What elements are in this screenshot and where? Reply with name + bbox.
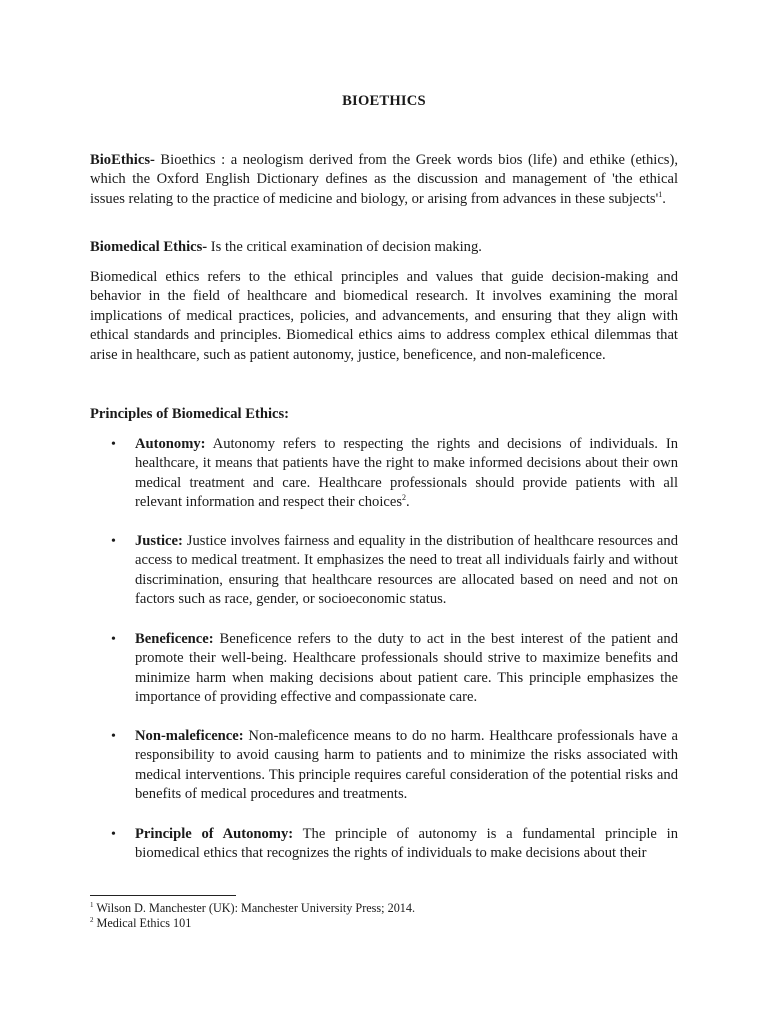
footnote-1 <box>90 901 415 916</box>
principle-item-non-maleficence <box>111 727 678 805</box>
document-page <box>90 0 678 1024</box>
principle-item-justice <box>111 532 678 610</box>
footnote-text: Wilson D. Manchester (UK): Manchester University Press; 2014. <box>93 901 416 915</box>
sentence-end: . <box>406 494 410 511</box>
bullet-icon: • <box>111 632 116 647</box>
biomedical-ethics-text: Is the critical examination of decision making. <box>207 239 482 255</box>
principle-term: Beneficence: <box>135 631 214 647</box>
footnote-divider <box>90 895 236 896</box>
biomedical-ethics-definition <box>90 238 678 257</box>
bullet-icon: • <box>111 827 116 842</box>
principle-text: The principle of autonomy is a fundamental principle in biomedical ethics that recognizes the rights of individuals to make decisions about their <box>135 826 678 862</box>
bioethics-text: Bioethics : a neologism derived from the Greek words bios (life) and ethike (ethics), which the Oxford English Dictionary defines as the discussion and management of 'the ethical issues relating to the practice of medicine and biology, or arising from advances in these subjects' <box>90 152 678 207</box>
sentence-end: . <box>662 190 666 207</box>
principle-item-beneficence <box>111 630 678 708</box>
bullet-icon: • <box>111 534 116 549</box>
principle-term: Autonomy: <box>135 436 206 452</box>
footnote-ref-2[interactable]: 2 <box>402 493 407 503</box>
principle-term: Non-maleficence: <box>135 728 244 744</box>
principle-text: Justice involves fairness and equality in the distribution of healthcare resources and access to medical treatment. It emphasizes the need to treat all individuals fairly and without discrimination, ensuring that healthcare resources are allocated based on need and not on factors such as race, gender, or socioeconomic status. <box>135 533 678 608</box>
principle-item-autonomy <box>111 435 678 513</box>
footnote-2 <box>90 916 191 931</box>
footnote-number: 1 <box>90 900 94 909</box>
footnote-number: 2 <box>90 915 94 924</box>
principle-text: Autonomy refers to respecting the rights and decisions of individuals. In healthcare, it means that patients have the right to make informed decisions about their own medical treatment and care. Healthcare professionals should provide patients with all relevant information and respect their choices <box>135 436 678 511</box>
principles-heading: Principles of Biomedical Ethics: <box>90 406 290 422</box>
bioethics-definition <box>90 151 678 209</box>
bullet-icon: • <box>111 437 116 452</box>
bullet-icon: • <box>111 729 116 744</box>
principle-text: Non-maleficence means to do no harm. Healthcare professionals have a responsibility to avoid causing harm to patients and to minimize the risks associated with medical interventions. This principle requires careful consideration of the potential risks and benefits of medical procedures and treatments. <box>135 728 678 803</box>
footnote-text: Medical Ethics 101 <box>93 916 192 930</box>
bioethics-term: BioEthics- <box>90 152 155 168</box>
document-title: BIOETHICS <box>342 93 426 109</box>
principle-term: Principle of Autonomy: <box>135 826 294 842</box>
principle-text: Beneficence refers to the duty to act in the best interest of the patient and promote their well-being. Healthcare professionals should strive to maximize benefits and minimize harm when making decisions about patient care. This principle emphasizes the importance of providing effective and compassionate care. <box>135 631 678 706</box>
principle-item-principle-of-autonomy <box>111 825 678 864</box>
footnote-ref-1[interactable]: 1 <box>658 189 663 199</box>
biomedical-ethics-paragraph: Biomedical ethics refers to the ethical principles and values that guide decision-making and behavior in the field of healthcare and biomedical research. It involves examining the moral implications of medical practices, policies, and advancements, and ensuring that they align with ethical standards and principles. Biomedical ethics aims to address complex ethical dilemmas that arise in healthcare, such as patient autonomy, justice, beneficence, and non-maleficence. <box>90 269 678 363</box>
principle-term: Justice: <box>135 533 183 549</box>
biomedical-ethics-term: Biomedical Ethics- <box>90 239 208 255</box>
